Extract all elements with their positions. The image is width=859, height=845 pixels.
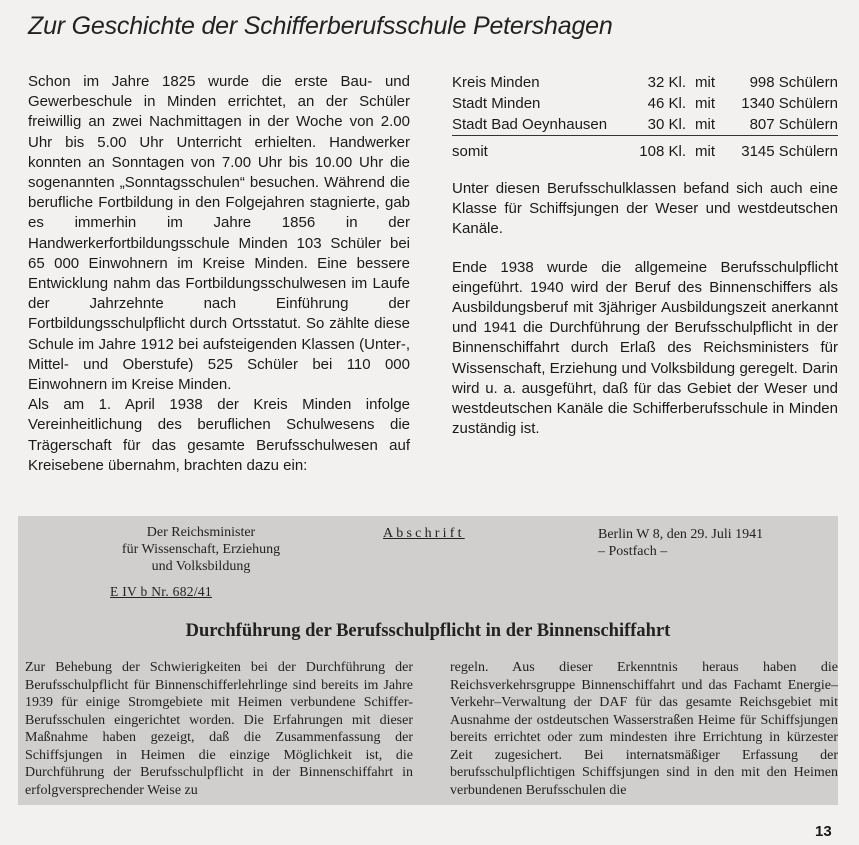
document-label: Abschrift bbox=[383, 526, 465, 541]
document-reference: E IV b Nr. 682/41 bbox=[110, 584, 212, 599]
total-label: somit bbox=[452, 136, 630, 163]
left-paragraph-2: Als am 1. April 1938 der Kreis Minden infolge Vereinheitlichung des beruflichen Schulwesens die Trägerschaft für das gesamte Berufsschulwesen auf Kreisebene übernahm, brachten dazu ein: bbox=[28, 396, 410, 474]
right-paragraph-1: Unter diesen Berufsschulklassen befand sich auch eine Klasse für Schiffsjungen der Weser und westdeutschen Kanäle. bbox=[452, 180, 838, 238]
connector-word: mit bbox=[695, 116, 715, 133]
sender-line: für Wissenschaft, Erziehung bbox=[121, 542, 281, 557]
right-paragraph-2: Ende 1938 wurde die allgemeine Berufsschulpflicht eingeführt. 1940 wird der Beruf des Binnenschiffers als Ausbildungsberuf mit 3jähriger Ausbildungszeit anerkannt und 1941 die Durchführung der Berufsschulpflicht in der Binnenschiffahrt durch Erlaß des Reichsministers für Wissenschaft, Erziehung und Volksbildung geregelt. Darin wird u. a. ausgeführt, daß für das Gebiet der Weser und westdeutschen Kanäle die Schifferberufsschule in Minden zuständig ist. bbox=[452, 258, 838, 438]
right-column bbox=[452, 72, 838, 439]
table-row bbox=[452, 114, 838, 136]
left-column bbox=[28, 72, 410, 476]
region-name: Stadt Minden bbox=[452, 95, 541, 112]
document-heading: Durchführung der Berufsschulpflicht in der Binnenschiffahrt bbox=[185, 621, 671, 641]
left-paragraph-1: Schon im Jahre 1825 wurde die erste Bau- und Gewerbeschule in Minden errichtet, an der Schüler freiwillig an zwei Nachmittagen in der Woche von 2.00 Uhr bis 5.00 Uhr Unterricht erhielten. Handwerker konnten an Sonntagen von 7.00 Uhr bis 10.00 Uhr die sogenannten „Sonntagsschulen“ besuchen. Während die berufliche Fortbildung in den Folgejahren stagnierte, gab es immerhin im Jahre 1856 in der Handwerkerfortbildungsschule Minden 103 Schüler bei 65 000 Einwohnern im Kreise Minden. Eine bessere Entwicklung nahm das Fortbildungsschulwesen im Laufe der Jahrzehnte nach Einführung der Fortbildungsschulpflicht durch Ortsstatut. So zählte diese Schule im Jahre 1912 bei aufsteigenden Klassen (Unter-, Mittel- und Oberstufe) 525 Schüler bei 110 000 Einwohnern im Kreise Minden. bbox=[28, 73, 410, 394]
class-count: 32 Kl. bbox=[647, 74, 686, 91]
table-row bbox=[452, 93, 838, 114]
connector-word: mit bbox=[686, 136, 724, 163]
connector-word: mit bbox=[695, 74, 715, 91]
region-name: Stadt Bad Oeynhausen bbox=[452, 116, 608, 133]
student-count: 998 Schülern bbox=[749, 74, 838, 91]
total-student-count: 3145 Schülern bbox=[724, 136, 838, 163]
document-facsimile bbox=[18, 516, 838, 805]
table-row bbox=[452, 72, 838, 93]
document-body-left: Zur Behebung der Schwierigkeiten bei der Durchführung der Berufsschulpflicht für Binnenschifferlehrlinge sind bereits im Jahre 1939 für einige Stromgebiete mit Heimen verbundene Schiffer-Berufsschulen eingerichtet worden. Die Erfahrungen mit dieser Maßnahme haben gezeigt, daß die Zusammenfassung der Schiffsjungen in Heimen die einzige Möglichkeit ist, die Durchführung der Berufsschulpflicht in der Binnenschiffahrt in erfolgversprechender Weise zu bbox=[25, 660, 413, 798]
connector-word: mit bbox=[695, 95, 715, 112]
document-sender bbox=[96, 524, 306, 575]
class-count: 46 Kl. bbox=[647, 95, 686, 112]
student-count: 1340 Schülern bbox=[741, 95, 838, 112]
student-count: 807 Schülern bbox=[749, 116, 838, 133]
page-number: 13 bbox=[815, 823, 832, 840]
school-statistics-table bbox=[452, 72, 838, 162]
sender-line: Der Reichsminister bbox=[146, 525, 256, 540]
table-total-row bbox=[452, 136, 838, 163]
class-count: 30 Kl. bbox=[647, 116, 686, 133]
place-date-line: Berlin W 8, den 29. Juli 1941 bbox=[598, 527, 764, 542]
document-place-date bbox=[598, 526, 763, 560]
region-name: Kreis Minden bbox=[452, 74, 540, 91]
page-title: Zur Geschichte der Schifferberufsschule Petershagen bbox=[28, 12, 613, 40]
sender-line: und Volksbildung bbox=[151, 559, 251, 574]
total-class-count: 108 Kl. bbox=[630, 136, 686, 163]
document-body-right: regeln. Aus dieser Erkenntnis heraus haben die Reichsverkehrsgruppe Binnenschiffahrt und das Fachamt Energie–Verkehr–Verwaltung der DAF für das gesamte Reichsgebiet mit Ausnahme der ostdeutschen Wasserstraßen Heime für Schiffsjungen bereits errichtet oder zum mindesten ihre Errichtung in kürzester Zeit zugesichert. Bei internatsmäßiger Erfassung der berufsschulpflichtigen Schiffsjungen sind in den mit den Heimen verbundenen Berufsschulen die bbox=[450, 660, 838, 798]
postfach-line: – Postfach – bbox=[598, 544, 668, 559]
